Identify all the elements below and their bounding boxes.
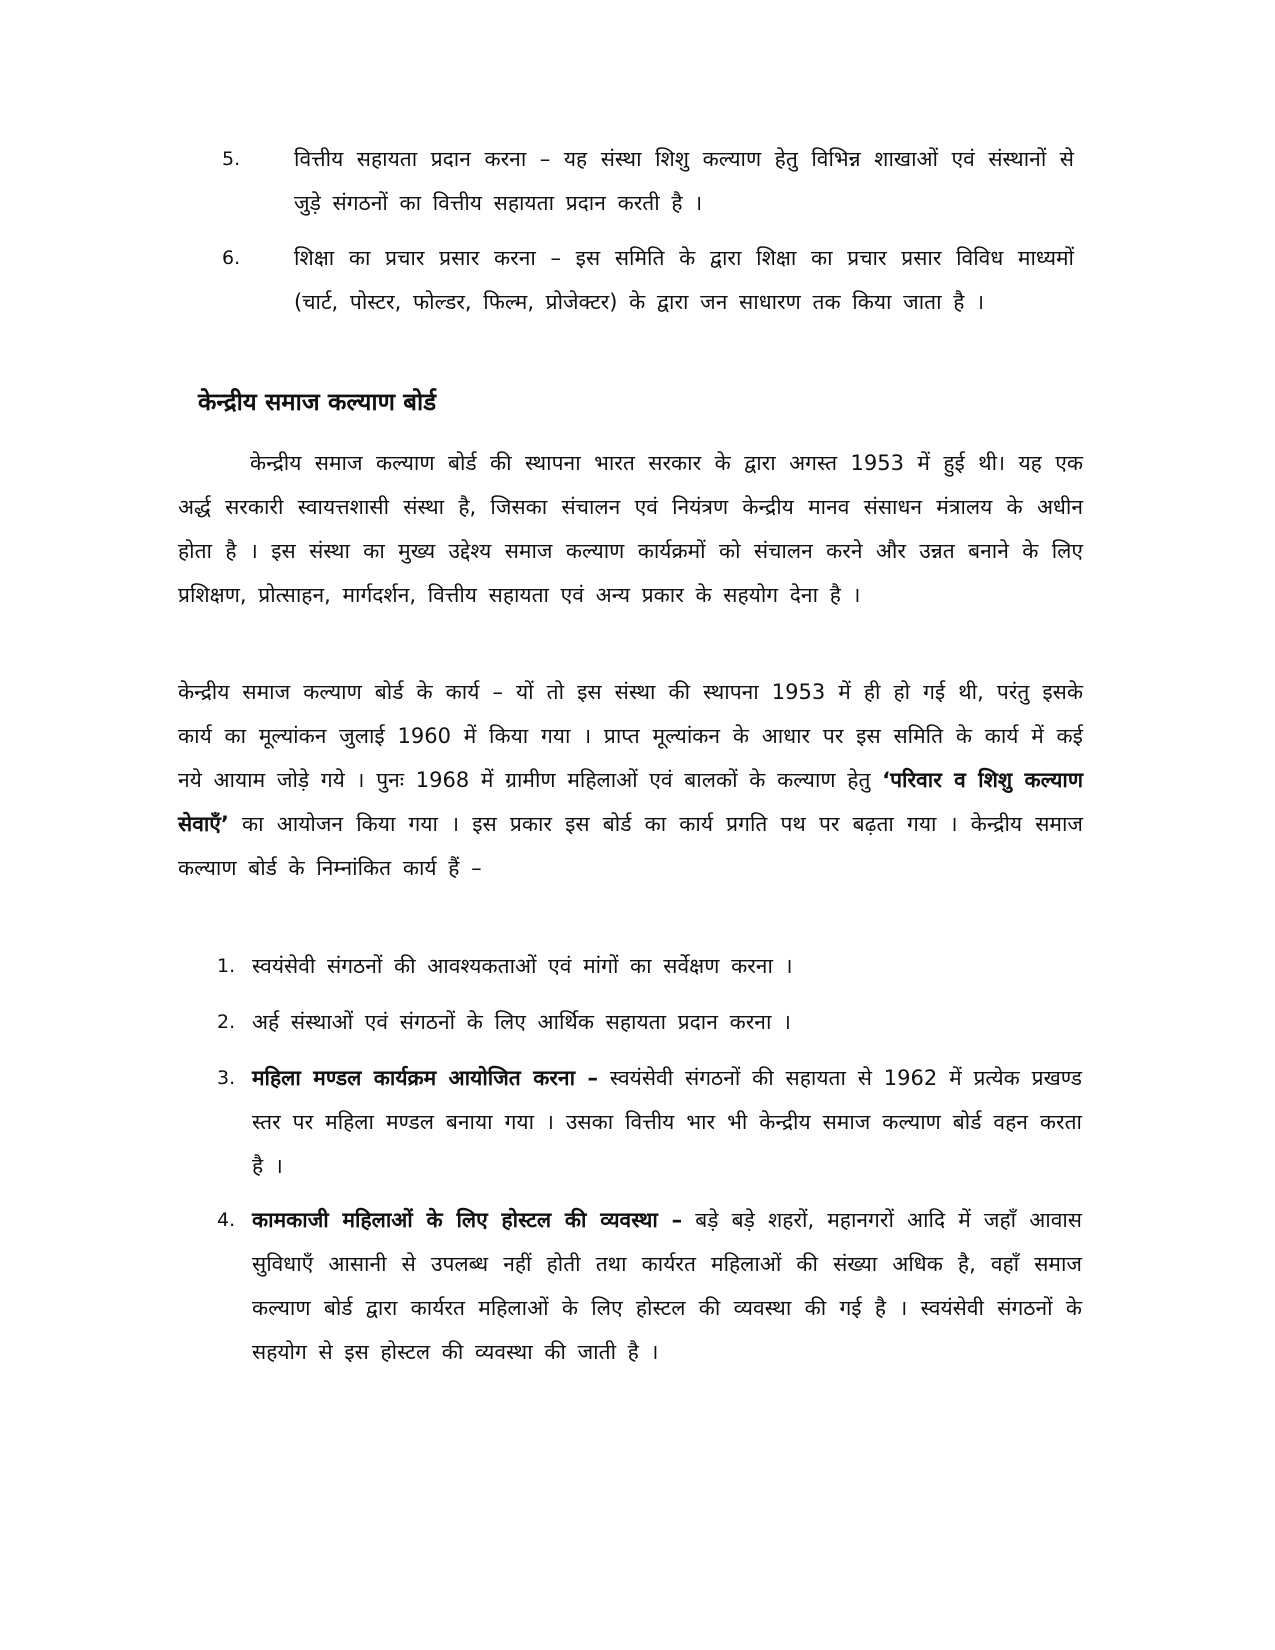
list-item-text: शिक्षा का प्रचार प्रसार करना – इस समिति के द्वारा शिक्षा का प्रचार प्रसार विविध माध्यमों (चार्ट, पोस्टर, फोल्डर, फिल्म, प्रोजेक्टर) के द्वारा जन साधारण तक किया जाता है । xyxy=(294,246,1074,314)
functions-text-end: का आयोजन किया गया । इस प्रकार इस बोर्ड का कार्य प्रगति पथ पर बढ़ता गया । केन्द्रीय समाज कल्याण बोर्ड के निम्नांकित कार्य हैं – xyxy=(178,812,1083,880)
functions-paragraph xyxy=(178,670,1083,890)
functions-text-start: केन्द्रीय समाज कल्याण बोर्ड के कार्य – यों तो इस संस्था की स्थापना 1953 में ही हो गई थी, परंतु इसके कार्य का मूल्यांकन जुलाई 1960 में किया गया । प्राप्त मूल्यांकन के आधार पर इस समिति के कार्य में कई नये आयाम जोड़े गये । पुनः 1968 में ग्रामीण महिलाओं एवं बालकों के कल्याण हेतु xyxy=(178,680,1083,792)
list-item-text xyxy=(252,1000,1082,1044)
list-item-number: 4. xyxy=(217,1209,236,1231)
list-item xyxy=(217,1056,1083,1196)
list-item-number: 3. xyxy=(217,1067,236,1089)
list-item-text xyxy=(252,1198,1082,1374)
list-item-text: वित्तीय सहायता प्रदान करना – यह संस्था शिशु कल्याण हेतु विभिन्न शाखाओं एवं संस्थानों से जुड़े संगठनों का वित्तीय सहायता प्रदान करती है । xyxy=(294,147,1074,215)
section-heading: केन्द्रीय समाज कल्याण बोर्ड xyxy=(198,388,437,416)
list-item xyxy=(217,944,1083,990)
list-item-body: स्वयंसेवी संगठनों की सहायता से 1962 में प्रत्येक प्रखण्ड स्तर पर महिला मण्डल बनाया गया । उसका वित्तीय भार भी केन्द्रीय समाज कल्याण बोर्ड वहन करता है । xyxy=(252,1066,1082,1178)
list-item xyxy=(217,1000,1083,1046)
list-item-text xyxy=(252,1056,1082,1188)
list-item-body: बड़े बड़े शहरों, महानगरों आदि में जहाँ आवास सुविधाएँ आसानी से उपलब्ध नहीं होती तथा कार्यरत महिलाओं की संख्या अधिक है, वहाँ समाज कल्याण बोर्ड द्वारा कार्यरत महिलाओं के लिए होस्टल की व्यवस्था की गई है । स्वयंसेवी संगठनों के सहयोग से इस होस्टल की व्यवस्था की जाती है । xyxy=(252,1208,1083,1364)
list-item xyxy=(222,236,1082,376)
list-item-title: कामकाजी महिलाओं के लिए होस्टल की व्यवस्था – xyxy=(252,1208,683,1232)
intro-paragraph: केन्द्रीय समाज कल्याण बोर्ड की स्थापना भारत सरकार के द्वारा अगस्त 1953 में हुई थी। यह एक अर्द्ध सरकारी स्वायत्तशासी संस्था है, जिसका संचालन एवं नियंत्रण केन्द्रीय मानव संसाधन मंत्रालय के अधीन होता है । इस संस्था का मुख्य उद्देश्य समाज कल्याण कार्यक्रमों को संचालन करने और उन्नत बनाने के लिए प्रशिक्षण, प्रोत्साहन, मार्गदर्शन, वित्तीय सहायता एवं अन्य प्रकार के सहयोग देना है । xyxy=(178,451,1083,607)
list-item-body: अर्ह संस्थाओं एवं संगठनों के लिए आर्थिक सहायता प्रदान करना । xyxy=(252,1010,792,1034)
list-item-text xyxy=(252,944,1082,988)
list-item xyxy=(217,1198,1083,1428)
list-item-number: 6. xyxy=(222,247,241,269)
list-item-number: 2. xyxy=(217,1011,236,1033)
highlight-term: ‘परिवार व शिशु कल्याण सेवाएँ’ xyxy=(178,768,1083,836)
list-item-number: 1. xyxy=(217,955,236,977)
list-item-body: स्वयंसेवी संगठनों की आवश्यकताओं एवं मांगों का सर्वेक्षण करना । xyxy=(252,954,793,978)
list-item xyxy=(222,137,1082,237)
list-item-title: महिला मण्डल कार्यक्रम आयोजित करना – xyxy=(252,1066,598,1090)
list-item-number: 5. xyxy=(222,148,241,170)
